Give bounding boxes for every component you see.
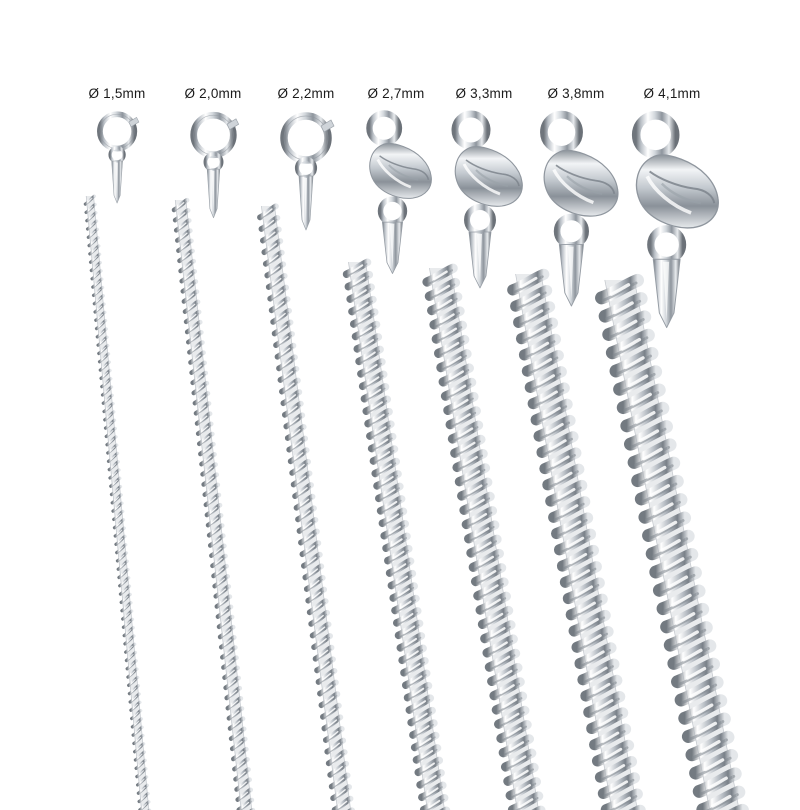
rope-chain-graphic [546,274,607,810]
chain-size-label: Ø 2,2mm [277,86,335,101]
chain-size-label: Ø 4,1mm [643,86,701,101]
chain-column [612,0,732,800]
rope-chain-graphic [192,200,235,810]
chain-size-label: Ø 2,0mm [184,86,242,101]
chain-size-label: Ø 3,8mm [547,86,605,101]
chain-size-label: Ø 3,3mm [455,86,513,101]
rope-chain-graphic [283,206,329,810]
rope-chain-graphic [456,268,512,810]
rope-chain-strand [612,280,732,810]
chain-size-label: Ø 2,7mm [367,86,425,101]
chain-size-label: Ø 1,5mm [88,86,146,101]
rope-chain-graphic [639,280,705,810]
spring-ring-clasp-graphic [82,108,152,209]
rope-chain-graphic [371,262,422,810]
rope-chain-graphic [98,196,137,810]
